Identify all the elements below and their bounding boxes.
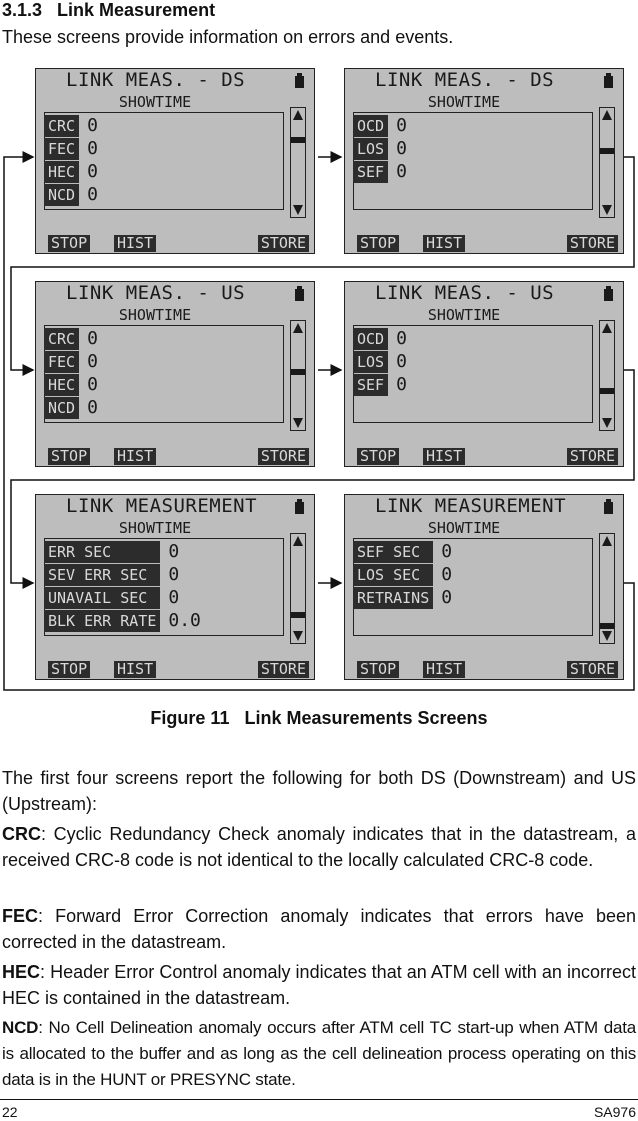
measurement-label: SEF — [353, 374, 388, 396]
scroll-thumb[interactable] — [291, 612, 305, 618]
lcd-screen — [35, 68, 315, 254]
store-key[interactable]: STORE — [258, 661, 309, 678]
body-lead: The first four screens report the following for both DS (Downstream) and US (Upstream): — [2, 768, 636, 814]
ncd-term: NCD — [2, 1018, 39, 1037]
measurement-label: FEC — [44, 138, 79, 160]
screen-title: LINK MEASUREMENT — [66, 495, 258, 517]
measurement-value: 0 — [168, 564, 180, 585]
scrollbar[interactable] — [290, 533, 306, 644]
measurement-row — [44, 160, 98, 183]
store-key[interactable]: STORE — [258, 448, 309, 465]
scroll-up-icon[interactable] — [293, 110, 303, 120]
ncd-text: : No Cell Delineation anomaly occurs after ATM cell TC start-up when ATM data is allocated to the buffer and as long as the cell delineation process operating on this data is in the HUNT or PRESYNC state. — [2, 1018, 636, 1089]
measurement-label: ERR SEC — [44, 541, 160, 563]
measurement-label: RETRAINS — [353, 587, 433, 609]
measurement-value: 0 — [396, 115, 407, 136]
measurement-label: BLK ERR RATE — [44, 610, 160, 632]
measurement-value: 0 — [87, 351, 98, 372]
fec-term: FEC — [2, 906, 38, 926]
measurement-row — [353, 586, 452, 609]
screen-title: LINK MEASUREMENT — [375, 495, 567, 517]
measurement-list — [353, 540, 452, 609]
document-id: SA976 — [593, 1104, 636, 1120]
measurement-label: FEC — [44, 351, 79, 373]
battery-icon — [604, 76, 613, 88]
scroll-thumb[interactable] — [600, 623, 614, 629]
measurement-label: HEC — [44, 161, 79, 183]
lcd-screen — [344, 494, 624, 680]
measurement-label: OCD — [353, 115, 388, 137]
measurement-list — [353, 114, 407, 183]
scroll-down-icon[interactable] — [602, 631, 612, 641]
measurement-label: HEC — [44, 374, 79, 396]
page-number: 22 — [2, 1104, 18, 1120]
measurement-value: 0 — [396, 161, 407, 182]
scroll-down-icon[interactable] — [293, 631, 303, 641]
measurement-value: 0 — [396, 138, 407, 159]
scroll-up-icon[interactable] — [293, 536, 303, 546]
scrollbar[interactable] — [290, 107, 306, 218]
crc-text: : Cyclic Redundancy Check anomaly indicates that in the datastream, a received CRC-8 code is not identical to the locally calculated CRC-8 code. — [2, 824, 636, 870]
measurement-value: 0 — [396, 328, 407, 349]
lcd-screen — [35, 494, 315, 680]
measurement-value: 0 — [87, 397, 98, 418]
measurement-value: 0 — [87, 161, 98, 182]
scroll-thumb[interactable] — [291, 137, 305, 143]
battery-icon — [295, 289, 304, 301]
measurement-value: 0 — [87, 328, 98, 349]
screen-subtitle: SHOWTIME — [118, 93, 192, 111]
scroll-down-icon[interactable] — [293, 205, 303, 215]
hist-key[interactable]: HIST — [114, 235, 156, 252]
measurement-list — [353, 327, 407, 396]
measurement-value: 0 — [396, 351, 407, 372]
measurement-label: CRC — [44, 115, 79, 137]
fec-text: : Forward Error Correction anomaly indicates that errors have been corrected in the datastream. — [2, 906, 636, 952]
measurement-value: 0 — [441, 541, 453, 562]
measurement-label: SEF SEC — [353, 541, 433, 563]
battery-icon — [604, 502, 613, 514]
crc-definition — [2, 821, 636, 873]
measurement-row — [44, 396, 98, 419]
scroll-up-icon[interactable] — [293, 323, 303, 333]
measurement-row — [44, 327, 98, 350]
hec-text: : Header Error Control anomaly indicates that an ATM cell with an incorrect HEC is contained in the datastream. — [2, 962, 636, 1008]
measurement-value: 0 — [87, 184, 98, 205]
stop-key[interactable]: STOP — [48, 661, 90, 678]
measurement-label: CRC — [44, 328, 79, 350]
measurement-row — [44, 586, 201, 609]
figure-caption: Figure 11 Link Measurements Screens — [150, 708, 488, 728]
measurement-value: 0 — [396, 374, 407, 395]
hist-key[interactable]: HIST — [423, 448, 465, 465]
measurement-label: NCD — [44, 397, 79, 419]
measurement-row — [44, 183, 98, 206]
measurement-row — [353, 540, 452, 563]
measurement-row — [353, 327, 407, 350]
measurement-list — [44, 327, 98, 419]
measurement-label: UNAVAIL SEC — [44, 587, 160, 609]
hist-key[interactable]: HIST — [114, 448, 156, 465]
stop-key[interactable]: STOP — [48, 235, 90, 252]
screen-title: LINK MEAS. - DS — [66, 69, 246, 91]
screen-subtitle: SHOWTIME — [118, 306, 192, 324]
screen-subtitle: SHOWTIME — [427, 306, 501, 324]
footer-rule — [0, 1099, 638, 1100]
measurement-row — [44, 137, 98, 160]
measurement-value: 0 — [87, 115, 98, 136]
screen-subtitle: SHOWTIME — [427, 519, 501, 537]
measurement-row — [44, 114, 98, 137]
screen-title: LINK MEAS. - US — [375, 282, 555, 304]
measurement-row — [353, 350, 407, 373]
scroll-down-icon[interactable] — [602, 418, 612, 428]
measurement-label: LOS SEC — [353, 564, 433, 586]
screen-title: LINK MEAS. - US — [66, 282, 246, 304]
measurement-value: 0 — [441, 564, 453, 585]
store-key[interactable]: STORE — [567, 661, 618, 678]
battery-icon — [295, 76, 304, 88]
stop-key[interactable]: STOP — [357, 448, 399, 465]
scrollbar[interactable] — [599, 107, 615, 218]
lcd-screen — [344, 68, 624, 254]
ncd-definition — [2, 1015, 636, 1093]
measurement-row — [44, 373, 98, 396]
measurement-value: 0 — [87, 138, 98, 159]
measurement-row — [353, 373, 407, 396]
measurement-label: OCD — [353, 328, 388, 350]
measurement-value: 0 — [441, 587, 453, 608]
scroll-down-icon[interactable] — [602, 205, 612, 215]
measurement-label: NCD — [44, 184, 79, 206]
scroll-thumb[interactable] — [600, 148, 614, 154]
measurement-row — [353, 137, 407, 160]
measurement-label: SEF — [353, 161, 388, 183]
measurement-label: LOS — [353, 138, 388, 160]
measurement-row — [353, 563, 452, 586]
measurement-row — [353, 160, 407, 183]
lcd-screen — [35, 281, 315, 467]
scroll-thumb[interactable] — [291, 369, 305, 375]
scroll-thumb[interactable] — [600, 388, 614, 394]
screen-title: LINK MEAS. - DS — [375, 69, 555, 91]
screen-subtitle: SHOWTIME — [118, 519, 192, 537]
measurement-value: 0 — [168, 541, 180, 562]
measurement-row — [44, 540, 201, 563]
measurement-list — [44, 114, 98, 206]
stop-key[interactable]: STOP — [48, 448, 90, 465]
measurement-value: 0 — [87, 374, 98, 395]
scroll-up-icon[interactable] — [602, 536, 612, 546]
battery-icon — [604, 289, 613, 301]
hist-key[interactable]: HIST — [423, 661, 465, 678]
scroll-up-icon[interactable] — [602, 323, 612, 333]
hec-term: HEC — [2, 962, 41, 982]
battery-icon — [295, 502, 304, 514]
hec-definition — [2, 959, 636, 1011]
scrollbar[interactable] — [599, 533, 615, 644]
section-intro: These screens provide information on errors and events. — [2, 27, 454, 47]
store-key[interactable]: STORE — [567, 448, 618, 465]
measurement-label: SEV ERR SEC — [44, 564, 160, 586]
scrollbar[interactable] — [599, 320, 615, 431]
section-heading: 3.1.3 Link Measurement — [2, 0, 216, 20]
measurement-row — [44, 350, 98, 373]
scroll-up-icon[interactable] — [602, 110, 612, 120]
measurement-value: 0.0 — [168, 610, 201, 631]
measurement-row — [44, 609, 201, 632]
scrollbar[interactable] — [290, 320, 306, 431]
measurement-label: LOS — [353, 351, 388, 373]
scroll-down-icon[interactable] — [293, 418, 303, 428]
hist-key[interactable]: HIST — [114, 661, 156, 678]
screen-subtitle: SHOWTIME — [427, 93, 501, 111]
store-key[interactable]: STORE — [258, 235, 309, 252]
measurement-row — [353, 114, 407, 137]
measurement-value: 0 — [168, 587, 180, 608]
crc-term: CRC — [2, 824, 41, 844]
stop-key[interactable]: STOP — [357, 235, 399, 252]
fec-definition — [2, 903, 636, 955]
store-key[interactable]: STORE — [567, 235, 618, 252]
stop-key[interactable]: STOP — [357, 661, 399, 678]
measurement-row — [44, 563, 201, 586]
hist-key[interactable]: HIST — [423, 235, 465, 252]
lcd-screen — [344, 281, 624, 467]
measurement-list — [44, 540, 201, 632]
